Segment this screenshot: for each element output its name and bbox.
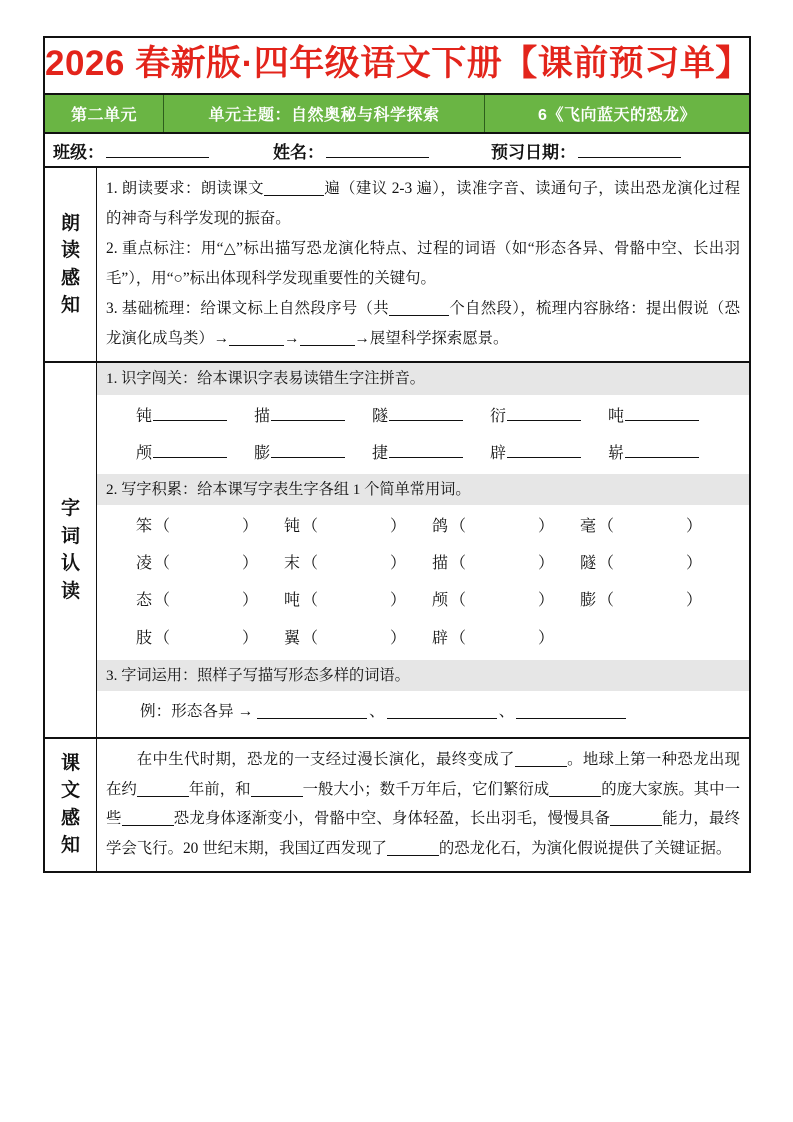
word-char: 毫	[580, 517, 597, 535]
word-cell[interactable]: 翼 （ ）	[284, 629, 407, 647]
pinyin-cell[interactable]	[372, 438, 490, 469]
unit-theme-cell: 单元主题：自然奥秘与科学探索	[164, 95, 485, 132]
passage-part-4: 一般大小；数千万年后，它们繁衍成	[302, 780, 550, 798]
word-cell-empty	[580, 623, 728, 654]
label-char: 知	[60, 835, 80, 857]
task-part2: 个自然段），梳理内容脉络：提出假说（恐龙演化成鸟类）→	[106, 300, 740, 348]
pinyin-char: 钝	[136, 407, 153, 425]
pinyin-blank[interactable]	[153, 444, 227, 458]
name-blank[interactable]	[326, 144, 429, 158]
word-cell[interactable]: 末 （ ）	[284, 555, 407, 573]
task-number: 2.	[106, 240, 118, 258]
example-blank-1[interactable]	[257, 705, 367, 719]
unit-lesson-cell: 6《飞向蓝天的恐龙》	[538, 107, 696, 125]
cloze-passage	[106, 745, 740, 863]
pinyin-blank[interactable]	[389, 407, 463, 421]
label-char: 文	[60, 780, 80, 802]
word-cell[interactable]: 吨 （ ）	[284, 592, 407, 610]
pinyin-blank[interactable]	[271, 444, 345, 458]
section-label-vocabulary	[45, 363, 97, 737]
worksheet-table	[43, 36, 751, 873]
passage-part-6: 恐龙身体逐渐变小，骨骼中空、身体轻盈，长出羽毛，慢慢具备	[173, 810, 611, 828]
cloze-blank-5[interactable]	[122, 825, 174, 826]
word-char: 态	[136, 592, 153, 610]
example-blank-3[interactable]	[516, 705, 626, 719]
passage-part-8: 的恐龙化石，为演化假说提供了关键证据。	[438, 839, 732, 857]
passage-part-7: 能力，最终学会飞行。20 世纪末期，我国辽西发现了	[106, 810, 740, 857]
pinyin-blank[interactable]	[271, 407, 345, 421]
pinyin-char: 隧	[372, 407, 389, 425]
example-blank-2[interactable]	[387, 705, 497, 719]
pinyin-cell[interactable]	[136, 438, 254, 469]
task-number: 1.	[106, 180, 118, 198]
cloze-blank-4[interactable]	[549, 796, 601, 797]
pinyin-cell[interactable]	[254, 401, 372, 432]
pinyin-blank[interactable]	[507, 407, 581, 421]
word-row	[106, 545, 740, 582]
word-cell[interactable]: 隧 （ ）	[580, 555, 703, 573]
passage-part-1: 在中生代时期，恐龙的一支经过漫长演化，最终变成了	[136, 751, 515, 769]
pinyin-char: 颅	[136, 444, 153, 462]
pinyin-blank[interactable]	[153, 407, 227, 421]
word-cell[interactable]: 辟 （ ）	[432, 629, 555, 647]
label-char: 课	[60, 752, 80, 774]
outline-blank-1[interactable]	[229, 345, 284, 346]
word-cell[interactable]: 凌 （ ）	[136, 555, 259, 573]
section-body-text	[97, 739, 749, 870]
date-field[interactable]	[491, 138, 681, 163]
label-char: 朗	[60, 212, 80, 234]
label-char: 感	[60, 807, 80, 829]
class-label: 班级：	[53, 142, 104, 162]
date-label: 预习日期：	[491, 142, 576, 162]
word-cell[interactable]: 鸽 （ ）	[432, 517, 555, 535]
word-char: 凌	[136, 555, 153, 573]
word-char: 笨	[136, 517, 153, 535]
word-char: 吨	[284, 592, 301, 610]
name-field[interactable]	[273, 138, 429, 163]
cloze-blank-2[interactable]	[137, 796, 189, 797]
label-char: 认	[60, 553, 80, 575]
task-heading: 基础梳理：	[121, 300, 201, 318]
class-field[interactable]	[53, 138, 209, 163]
name-label: 姓名：	[273, 142, 324, 162]
word-char: 隧	[580, 555, 597, 573]
outline-blank-2[interactable]	[300, 345, 355, 346]
example-separator: 、	[498, 702, 515, 720]
section-reading-perception	[45, 168, 749, 363]
unit-number-cell: 第二单元	[45, 95, 164, 132]
student-info-row	[45, 134, 749, 168]
label-char: 知	[60, 295, 80, 317]
example-line	[106, 691, 740, 730]
task-key-marking	[106, 234, 740, 294]
unit-bar	[45, 95, 749, 134]
task-heading: 重点标注：	[121, 240, 201, 258]
word-cell[interactable]: 肢 （ ）	[136, 629, 259, 647]
reading-times-blank[interactable]	[264, 195, 324, 196]
word-cell[interactable]: 态 （ ）	[136, 592, 259, 610]
task-part4: →展望科学探索愿景。	[354, 330, 509, 348]
pinyin-blank[interactable]	[507, 444, 581, 458]
example-separator: 、	[369, 702, 385, 720]
cloze-blank-6[interactable]	[610, 825, 662, 826]
word-char: 描	[432, 555, 449, 573]
task-part3: →	[284, 330, 300, 348]
word-row	[106, 620, 740, 657]
task-heading: 朗读要求：	[121, 180, 201, 198]
task-number: 3.	[106, 300, 118, 318]
pinyin-char: 描	[254, 407, 271, 425]
word-char: 钝	[284, 517, 301, 535]
pinyin-char: 捷	[372, 444, 389, 462]
word-cell[interactable]: 钝 （ ）	[284, 517, 407, 535]
pinyin-char: 辟	[490, 444, 507, 462]
pinyin-row	[106, 398, 740, 435]
paragraph-count-blank[interactable]	[389, 315, 449, 316]
passage-part-3: 年前，和	[188, 780, 251, 798]
pinyin-blank[interactable]	[389, 444, 463, 458]
label-char: 读	[60, 240, 80, 262]
pinyin-cell[interactable]	[490, 438, 608, 469]
word-cell[interactable]: 毫 （ ）	[580, 517, 703, 535]
pinyin-cell[interactable]	[608, 438, 726, 469]
page-title: 2026 春新版·四年级语文下册【课前预习单】	[45, 44, 751, 83]
pinyin-char: 吨	[608, 407, 625, 425]
word-cell[interactable]: 颅 （ ）	[432, 592, 555, 610]
word-char: 翼	[284, 629, 301, 647]
title-band	[45, 38, 749, 95]
word-char: 肢	[136, 629, 153, 647]
pinyin-char: 衍	[490, 407, 507, 425]
word-char: 颅	[432, 592, 449, 610]
word-cell[interactable]: 膨 （ ）	[580, 592, 703, 610]
label-char: 读	[60, 580, 80, 602]
cloze-blank-7[interactable]	[387, 855, 439, 856]
label-char: 字	[60, 498, 80, 520]
example-prefix: 例：形态各异	[140, 702, 234, 720]
word-row	[106, 582, 740, 619]
label-char: 感	[60, 267, 80, 289]
section-label-text	[45, 739, 97, 870]
section-body-vocabulary	[97, 363, 749, 737]
label-char: 词	[60, 525, 80, 547]
pinyin-blank[interactable]	[625, 444, 699, 458]
task-text: 用“△”标出描写恐龙演化特点、过程的词语（如“形态各异、骨骼中空、长出羽毛”），用“○”标出体现科学发现重要性的关键句。	[106, 240, 740, 288]
passage-part-5: 的庞大家族。其中一些	[106, 780, 740, 828]
class-blank[interactable]	[106, 144, 209, 158]
subtask-usage-heading: 3. 字词运用：照样子写描写形态多样的词语。	[97, 660, 749, 691]
cloze-blank-1[interactable]	[515, 766, 567, 767]
pinyin-blank[interactable]	[625, 407, 699, 421]
section-label-reading	[45, 168, 97, 361]
word-cell[interactable]: 笨 （ ）	[136, 517, 259, 535]
task-basic-structure	[106, 294, 740, 354]
pinyin-cell[interactable]	[490, 401, 608, 432]
pinyin-cell[interactable]	[136, 401, 254, 432]
pinyin-char: 膨	[254, 444, 271, 462]
pinyin-char: 崭	[608, 444, 625, 462]
pinyin-grid	[106, 395, 740, 474]
word-cell[interactable]: 描 （ ）	[432, 555, 555, 573]
word-char: 辟	[432, 629, 449, 647]
word-char: 膨	[580, 592, 597, 610]
word-char: 末	[284, 555, 301, 573]
word-row	[106, 508, 740, 545]
arrow-icon: →	[237, 702, 254, 720]
section-body-reading	[97, 168, 749, 361]
section-text-comprehension	[45, 739, 749, 870]
subtask-pinyin-heading: 1. 识字闯关：给本课识字表易读错生字注拼音。	[97, 363, 749, 394]
task-part1: 给课文标上自然段序号（共	[200, 300, 389, 318]
cloze-blank-3[interactable]	[251, 796, 303, 797]
task-text-after: 遍（建议 2-3 遍），读准字音、读通句子，读出恐龙演化过程的神奇与科学发现的振奋。	[106, 180, 740, 228]
task-reading-requirement	[106, 174, 740, 234]
subtask-word-heading: 2. 写字积累：给本课写字表生字各组 1 个简单常用词。	[97, 474, 749, 505]
pinyin-cell[interactable]	[372, 401, 490, 432]
pinyin-cell[interactable]	[254, 438, 372, 469]
pinyin-cell[interactable]	[608, 401, 726, 432]
date-blank[interactable]	[578, 144, 681, 158]
pinyin-row	[106, 435, 740, 472]
task-text-before: 朗读课文	[200, 180, 264, 198]
word-char: 鸽	[432, 517, 449, 535]
section-vocabulary	[45, 363, 749, 739]
word-grid	[106, 505, 740, 660]
passage-part-2: 。地球上第一种恐龙出现在约	[106, 751, 740, 798]
